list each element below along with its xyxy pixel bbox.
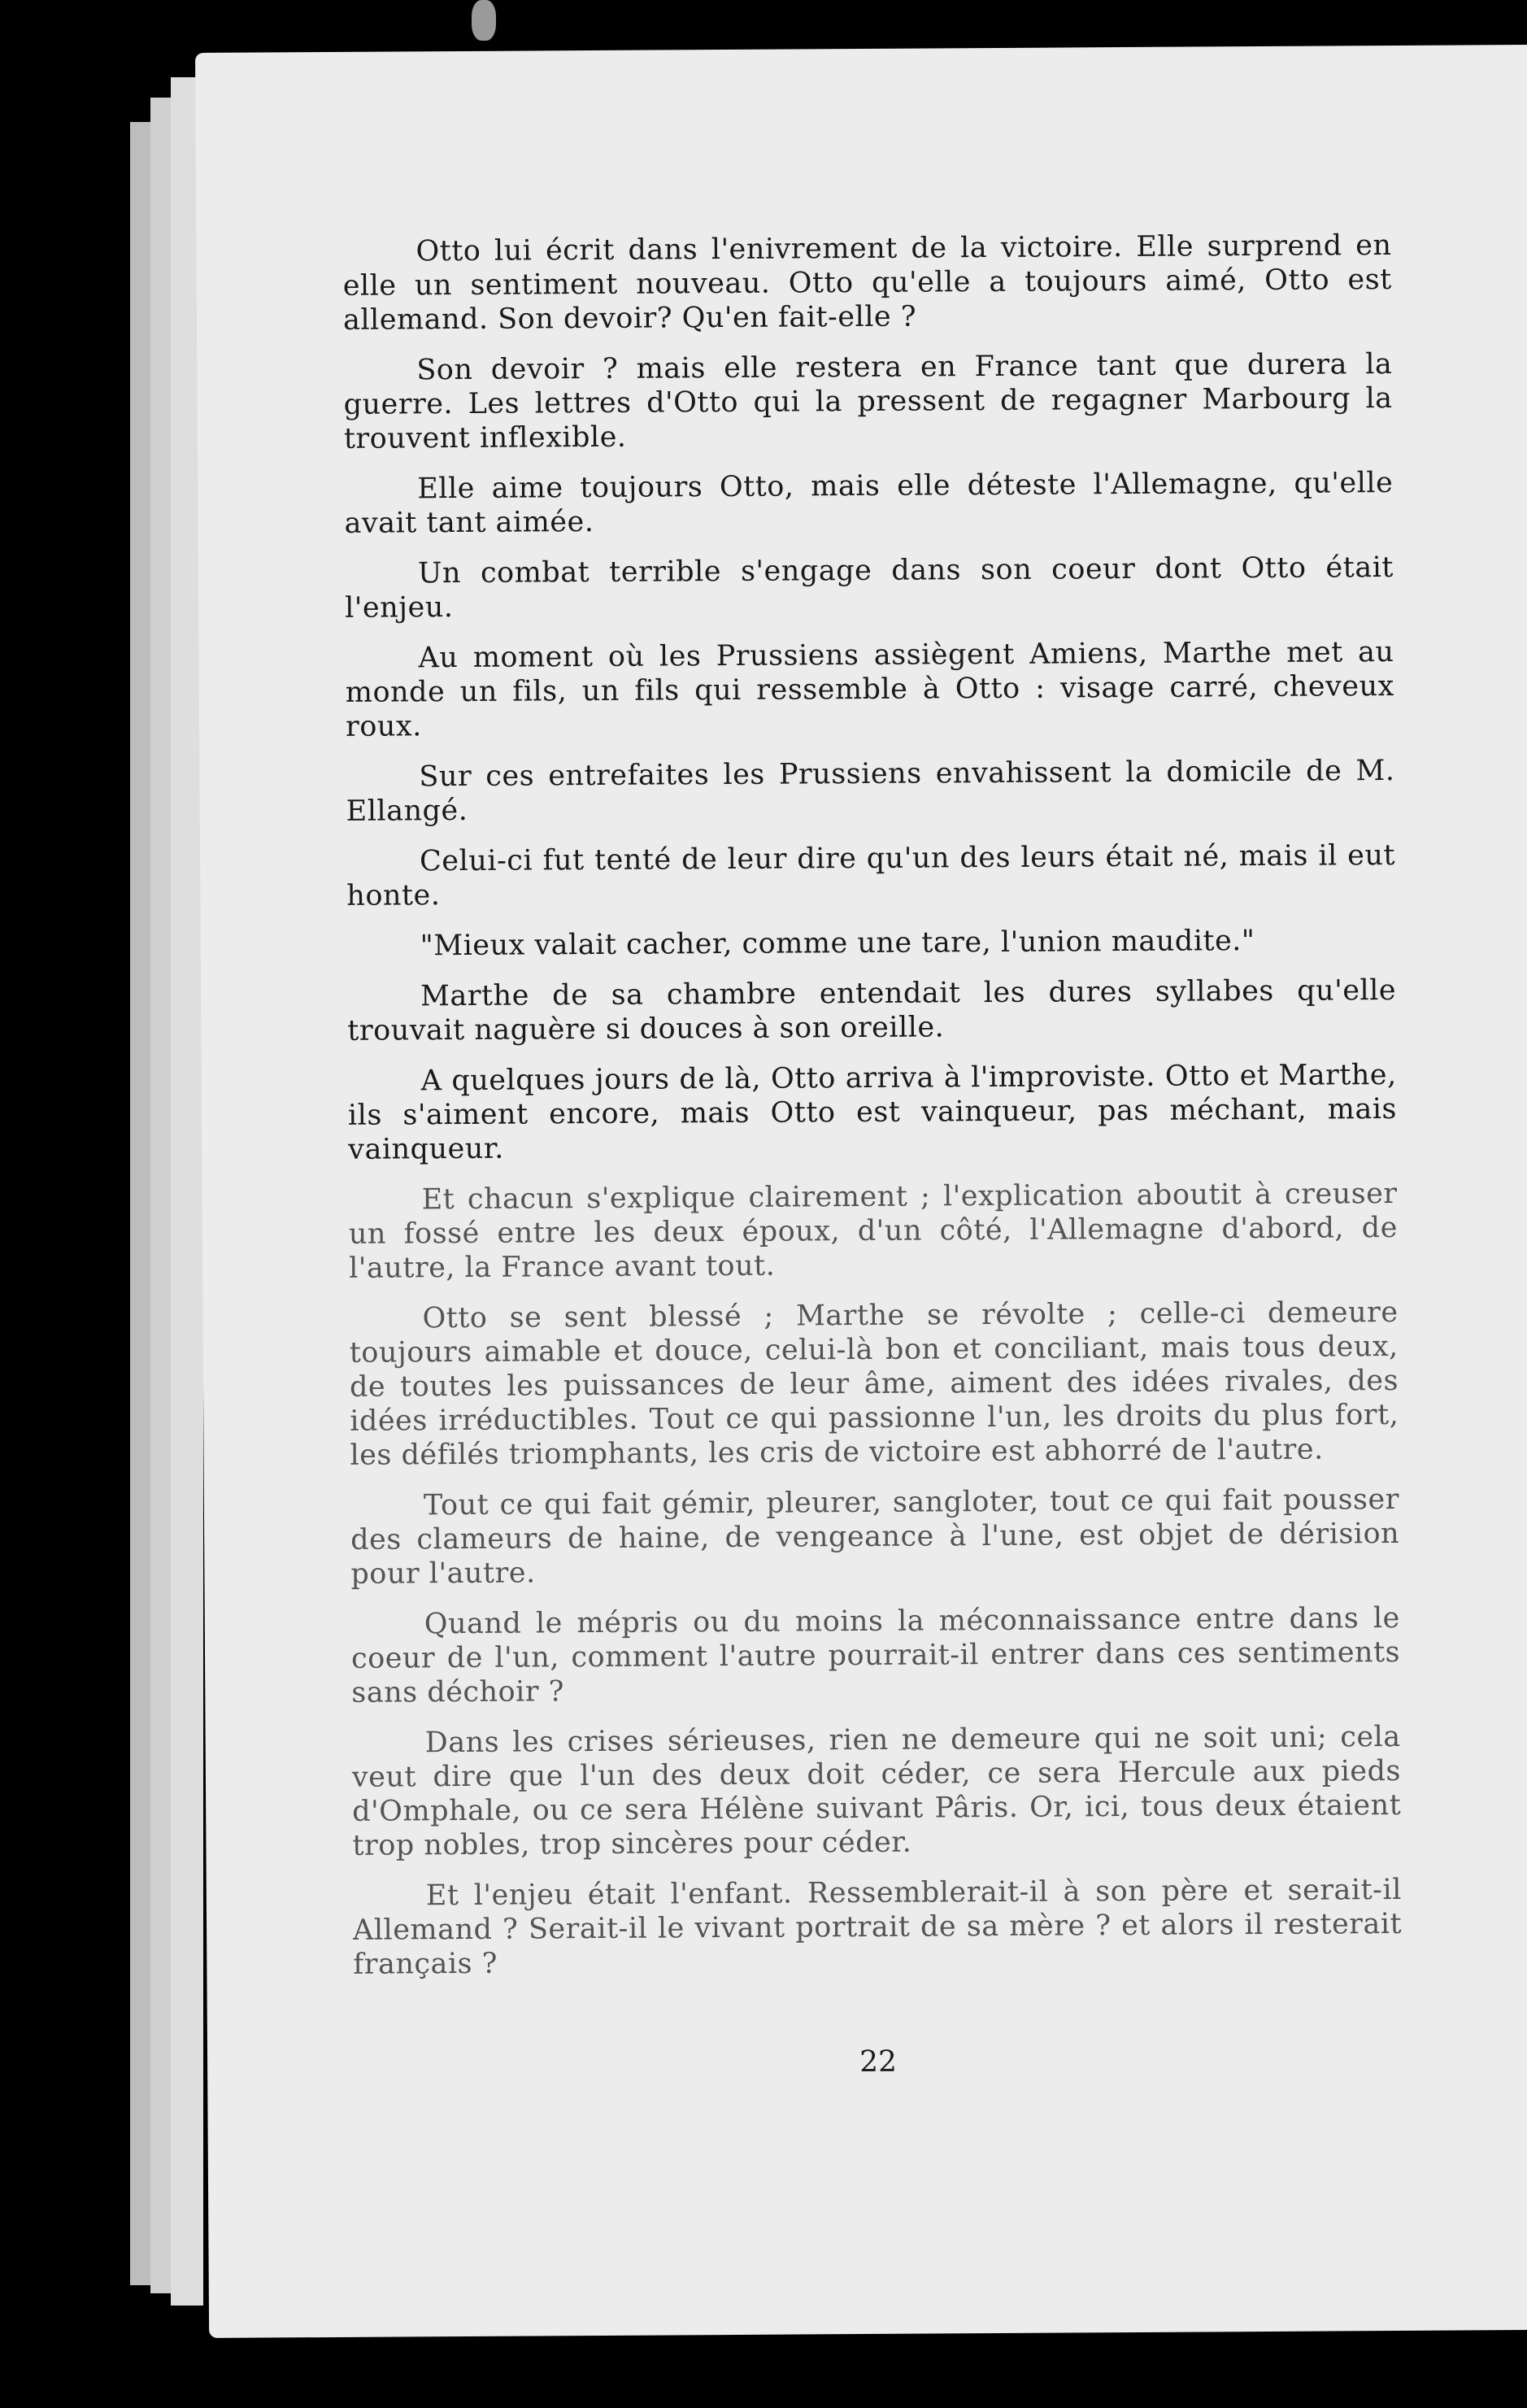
paragraph: Elle aime toujours Otto, mais elle déteste l'Allemagne, qu'elle avait tant aimée.	[344, 467, 1394, 540]
paragraph: Marthe de sa chambre entendait les dures syllabes qu'elle trouvait naguère si douces à son oreille.	[347, 973, 1397, 1047]
paragraph: Et l'enjeu était l'enfant. Ressemblerait-il à son père et serait-il Allemand ? Serait-il le vivant portrait de sa mère ? et alors il resterait français ?	[352, 1873, 1403, 1981]
body-text	[342, 229, 1402, 1998]
paragraph: "Mieux valait cacher, comme une tare, l'union maudite."	[420, 925, 1255, 963]
paragraph: Dans les crises sérieuses, rien ne demeure qui ne soit uni; cela veut dire que l'un des deux doit céder, ce sera Hercule aux pieds d'Omphale, ou ce sera Hélène suivant Pâris. Or, ici, tous deux étaient trop nobles, trop sincères pour céder.	[351, 1720, 1402, 1862]
paragraph: Un combat terrible s'engage dans son coeur dont Otto était l'enjeu.	[345, 551, 1394, 625]
paragraph: Otto lui écrit dans l'enivrement de la victoire. Elle surprend en elle un sentiment nouveau. Otto qu'elle a toujours aimé, Otto est allemand. Son devoir? Qu'en fait-elle ?	[342, 229, 1392, 337]
page-number: 22	[859, 2044, 898, 2079]
paragraph: Tout ce qui fait gémir, pleurer, sangloter, tout ce qui fait pousser des clameurs de haine, de vengeance à l'une, est objet de dérision pour l'autre.	[350, 1483, 1400, 1591]
paragraph: Otto se sent blessé ; Marthe se révolte ; celle-ci demeure toujours aimable et douce, celui-là bon et conciliant, mais tous deux, de toutes les puissances de leur âme, aiment des idées rivales, des idées irréductibles. Tout ce qui passionne l'un, les droits du plus fort, les défilés triomphants, les cris de victoire est abhorré de l'autre.	[349, 1295, 1399, 1472]
paragraph: Son devoir ? mais elle restera en France tant que durera la guerre. Les lettres d'Otto qui la pressent de regagner Marbourg la trouvent inflexible.	[343, 348, 1393, 455]
book-page	[195, 45, 1527, 2338]
paragraph: Sur ces entrefaites les Prussiens envahissent la domicile de M. Ellangé.	[346, 755, 1395, 828]
paragraph: A quelques jours de là, Otto arriva à l'improviste. Otto et Marthe, ils s'aiment encore, mais Otto est vainqueur, pas méchant, mais vainqueur.	[347, 1058, 1398, 1166]
paragraph: Au moment où les Prussiens assiègent Amiens, Marthe met au monde un fils, un fils qui ressemble à Otto : visage carré, cheveux roux.	[345, 636, 1394, 743]
paragraph: Et chacun s'explique clairement ; l'explication aboutit à creuser un fossé entre les deux époux, d'un côté, l'Allemagne d'abord, de l'autre, la France avant tout.	[348, 1177, 1398, 1285]
scan-speck	[472, 0, 496, 41]
paragraph: Celui-ci fut tenté de leur dire qu'un des leurs était né, mais il eut honte.	[346, 839, 1396, 912]
paragraph: Quand le mépris ou du moins la méconnaissance entre dans le coeur de l'un, comment l'autre pourrait-il entrer dans ces sentiments sans déchoir ?	[350, 1601, 1401, 1709]
